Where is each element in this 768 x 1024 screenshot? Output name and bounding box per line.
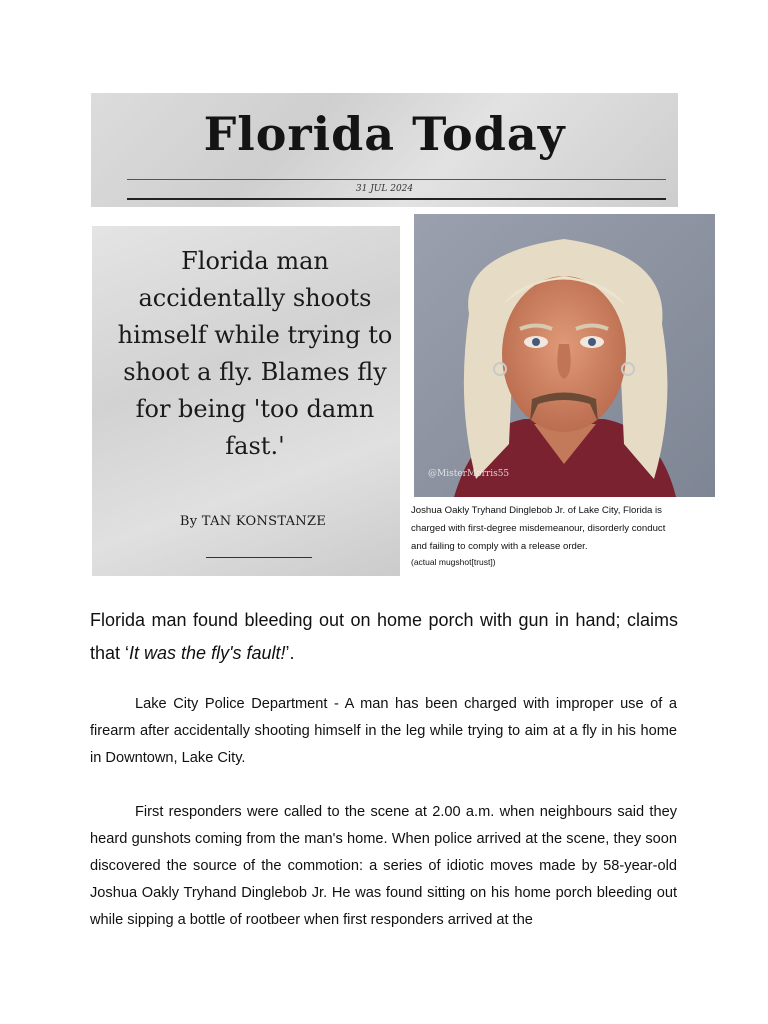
article-paragraph-2: First responders were called to the scene at 2.00 a.m. when neighbours said they heard gunshots coming from the man's home. When police arrived at the scene, they soon discovered the source of the commotion: a series of idiotic moves made by 58-year-old Joshua Oakly Tryhand Dinglebob Jr. He was found sitting on his home porch bleeding out while sipping a bottle of rootbeer when first responders arrived at the <box>90 804 677 928</box>
subhead-text: Florida man found bleeding out on home porch with gun in hand; claims that ‘ <box>90 610 678 663</box>
newspaper-title: Florida Today <box>203 107 566 161</box>
photo-watermark: @MisterMorris55 <box>428 469 510 479</box>
headline-card <box>92 226 400 576</box>
subhead-end: ’. <box>285 643 295 663</box>
masthead-rule-top <box>127 179 666 180</box>
article-paragraph-1: Lake City Police Department - A man has been charged with improper use of a firearm after accidentally shooting himself in the leg while trying to aim at a fly in his home in Downtown, Lake City. <box>90 696 677 766</box>
issue-date: 31 JUL 2024 <box>355 184 414 194</box>
mugshot-photo <box>414 214 715 497</box>
masthead <box>91 93 678 207</box>
byline: By TAN KONSTANZE <box>179 514 327 529</box>
mugshot-illustration <box>414 214 715 497</box>
headline: Florida man accidentally shoots himself while trying to shoot a fly. Blames fly for being 'too damn fast.' <box>117 247 393 460</box>
subhead-quote: It was the fly's fault! <box>129 643 286 663</box>
article-subhead <box>90 604 678 670</box>
photo-caption-note: (actual mugshot[trust]) <box>411 557 496 567</box>
masthead-rule-bottom <box>127 198 666 200</box>
byline-divider <box>206 557 312 558</box>
photo-caption: Joshua Oakly Tryhand Dinglebob Jr. of Lake City, Florida is charged with first-degree misdemeanour, disorderly conduct and failing to comply with a release order. <box>411 505 666 552</box>
